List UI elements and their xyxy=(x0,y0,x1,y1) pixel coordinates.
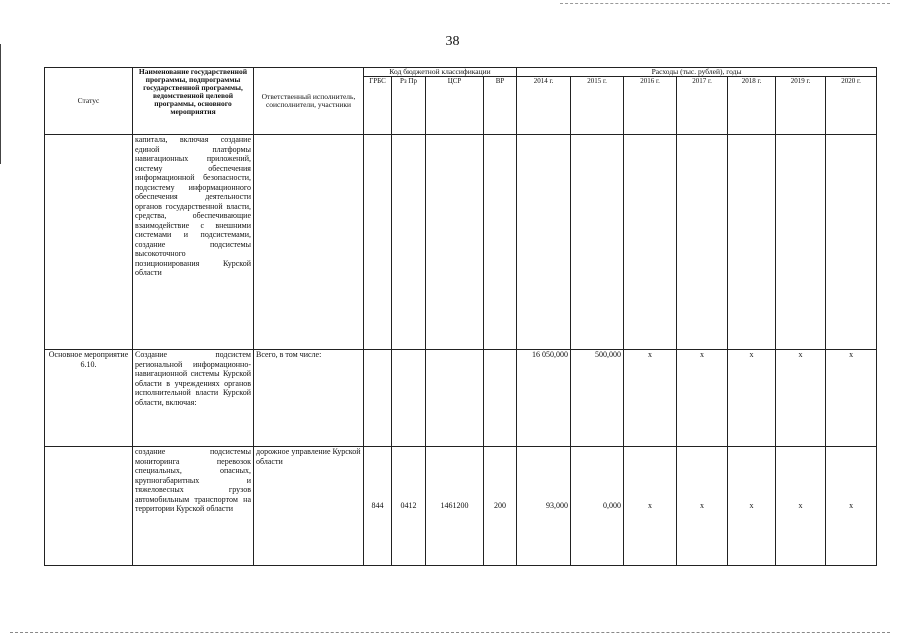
row-status xyxy=(45,135,133,350)
row-grbs xyxy=(364,350,392,447)
row-vr: 200 xyxy=(484,447,517,566)
header-year-2015: 2015 г. xyxy=(571,77,624,135)
row-2020: х xyxy=(826,447,877,566)
row-csr xyxy=(426,135,484,350)
header-expenses-group: Расходы (тыс. рублей), годы xyxy=(517,68,877,77)
header-name: Наименование государственной программы, подпрограммы государственной программы, ведомственной целевой программы, основного мероприятия xyxy=(133,68,254,135)
header-year-2020: 2020 г. xyxy=(826,77,877,135)
row-2016: х xyxy=(624,350,677,447)
row-2015: 500,000 xyxy=(571,350,624,447)
row-vr xyxy=(484,350,517,447)
row-2018 xyxy=(728,135,776,350)
header-row-groups xyxy=(45,68,877,77)
header-code-rzpr: Рз Пр xyxy=(392,77,426,135)
table-row xyxy=(45,447,877,566)
row-2015: 0,000 xyxy=(571,447,624,566)
header-responsible: Ответственный исполнитель, соисполнители, участники xyxy=(254,68,364,135)
row-grbs: 844 xyxy=(364,447,392,566)
row-2017: х xyxy=(677,350,728,447)
row-2016 xyxy=(624,135,677,350)
row-2014: 16 050,000 xyxy=(517,350,571,447)
table-row xyxy=(45,350,877,447)
row-name: капитала, включая создание единой платформы навигационных приложений, систему обеспечения информационной безопасности, подсистему информационного обеспечения деятельности органов государственной власти, средства, обеспечивающие взаимодействие с внешними системами и подсистемами, создание подсистемы высокоточного позиционирования Курской области xyxy=(133,135,254,350)
table-row xyxy=(45,135,877,350)
row-csr: 1461200 xyxy=(426,447,484,566)
row-status xyxy=(45,447,133,566)
row-rzpr xyxy=(392,135,426,350)
row-2018: х xyxy=(728,350,776,447)
header-year-2014: 2014 г. xyxy=(517,77,571,135)
row-2019: х xyxy=(776,447,826,566)
row-name: Создание подсистем региональной информационно-навигационной системы Курской области в учреждениях органов исполнительной власти Курской области, включая: xyxy=(133,350,254,447)
header-status: Статус xyxy=(45,68,133,135)
row-2020: х xyxy=(826,350,877,447)
row-responsible: дорожное управление Курской области xyxy=(254,447,364,566)
scan-bottom-line xyxy=(10,632,890,633)
row-2014: 93,000 xyxy=(517,447,571,566)
row-2020 xyxy=(826,135,877,350)
row-2015 xyxy=(571,135,624,350)
row-2016: х xyxy=(624,447,677,566)
row-status: Основное мероприятие 6.10. xyxy=(45,350,133,447)
header-year-2019: 2019 г. xyxy=(776,77,826,135)
scan-top-line xyxy=(560,3,890,4)
header-year-2018: 2018 г. xyxy=(728,77,776,135)
row-2017: х xyxy=(677,447,728,566)
row-rzpr xyxy=(392,350,426,447)
row-2018: х xyxy=(728,447,776,566)
header-budget-code-group: Код бюджетной классификации xyxy=(364,68,517,77)
budget-table xyxy=(44,67,877,566)
header-code-grbs: ГРБС xyxy=(364,77,392,135)
header-code-csr: ЦСР xyxy=(426,77,484,135)
row-rzpr: 0412 xyxy=(392,447,426,566)
row-vr xyxy=(484,135,517,350)
row-responsible xyxy=(254,135,364,350)
page-number: 38 xyxy=(445,34,460,49)
header-year-2016: 2016 г. xyxy=(624,77,677,135)
header-year-2017: 2017 г. xyxy=(677,77,728,135)
row-2019 xyxy=(776,135,826,350)
row-2019: х xyxy=(776,350,826,447)
row-2014 xyxy=(517,135,571,350)
row-name: создание подсистемы мониторинга перевозок специальных, опасных, крупногабаритных и тяжеловесных грузов автомобильным транспортом на территории Курской области xyxy=(133,447,254,566)
row-responsible: Всего, в том числе: xyxy=(254,350,364,447)
row-csr xyxy=(426,350,484,447)
scan-edge-mark xyxy=(0,44,1,164)
row-2017 xyxy=(677,135,728,350)
row-grbs xyxy=(364,135,392,350)
header-code-vr: ВР xyxy=(484,77,517,135)
